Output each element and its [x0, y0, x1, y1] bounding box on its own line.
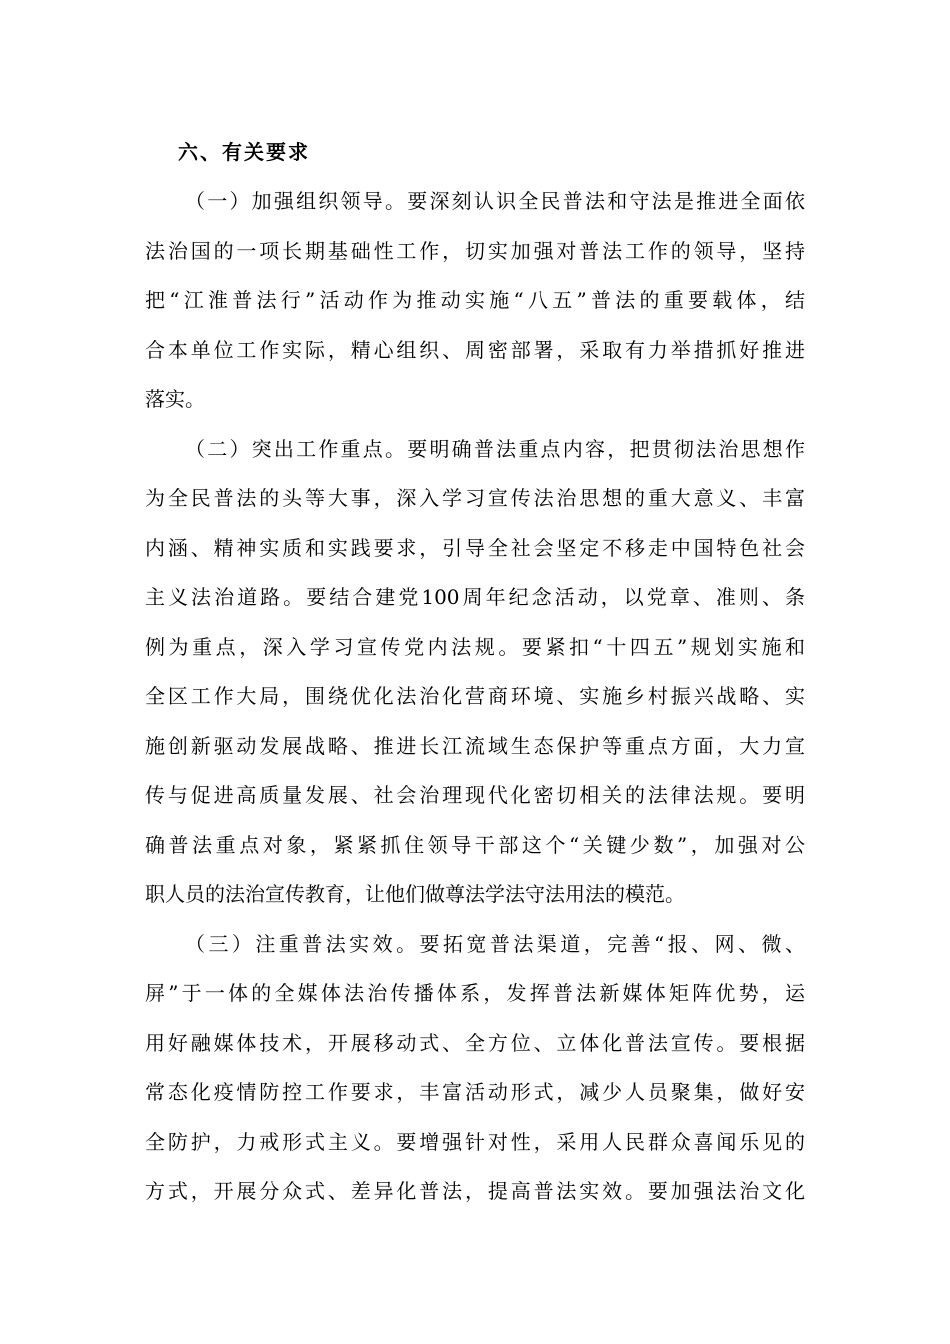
- text-line: 施创新驱动发展战略、推进长江流域生态保护等重点方面，大力宣: [145, 733, 805, 758]
- text-line: 确普法重点对象，紧紧抓住领导干部这个“关键少数”，加强对公: [145, 832, 805, 857]
- text-line: 内涵、精神实质和实践要求，引导全社会坚定不移走中国特色社会: [145, 535, 805, 560]
- section-heading: 六、有关要求: [178, 140, 310, 164]
- text-line: 例为重点，深入学习宣传党内法规。要紧扣“十四五”规划实施和: [145, 634, 805, 659]
- text-line: 全区工作大局，围绕优化法治化营商环境、实施乡村振兴战略、实: [145, 684, 805, 708]
- text-line: 合本单位工作实际，精心组织、周密部署，采取有力举措抓好推进: [145, 337, 805, 362]
- text-line: 屏”于一体的全媒体法治传播体系，发挥普法新媒体矩阵优势，运: [145, 981, 805, 1005]
- text-line: 方式，开展分众式、差异化普法，提高普法实效。要加强法治文化: [145, 1179, 805, 1203]
- body-text: [145, 180, 805, 1220]
- text-line: （二）突出工作重点。要明确普法重点内容，把贯彻法治思想作: [185, 436, 805, 461]
- text-line: 主义法治道路。要结合建党100周年纪念活动，以党章、准则、条: [145, 585, 805, 609]
- text-line: 法治国的一项长期基础性工作，切实加强对普法工作的领导，坚持: [145, 238, 805, 263]
- text-line: 全防护，力戒形式主义。要增强针对性，采用人民群众喜闻乐见的: [145, 1129, 805, 1154]
- text-line: 传与促进高质量发展、社会治理现代化密切相关的法律法规。要明: [145, 783, 805, 807]
- text-line: 落实。: [145, 387, 205, 411]
- text-line: 用好融媒体技术，开展移动式、全方位、立体化普法宣传。要根据: [145, 1030, 805, 1055]
- text-line: 为全民普法的头等大事，深入学习宣传法治思想的重大意义、丰富: [145, 486, 805, 510]
- text-line: （三）注重普法实效。要拓宽普法渠道，完善“报、网、微、: [185, 931, 805, 956]
- text-line: （一）加强组织领导。要深刻认识全民普法和守法是推进全面依: [185, 189, 805, 213]
- text-line: 把“江淮普法行”活动作为推动实施“八五”普法的重要载体，结: [145, 288, 805, 312]
- text-line: 职人员的法治宣传教育，让他们做尊法学法守法用法的模范。: [145, 882, 685, 906]
- text-line: 常态化疫情防控工作要求，丰富活动形式，减少人员聚集，做好安: [145, 1080, 805, 1104]
